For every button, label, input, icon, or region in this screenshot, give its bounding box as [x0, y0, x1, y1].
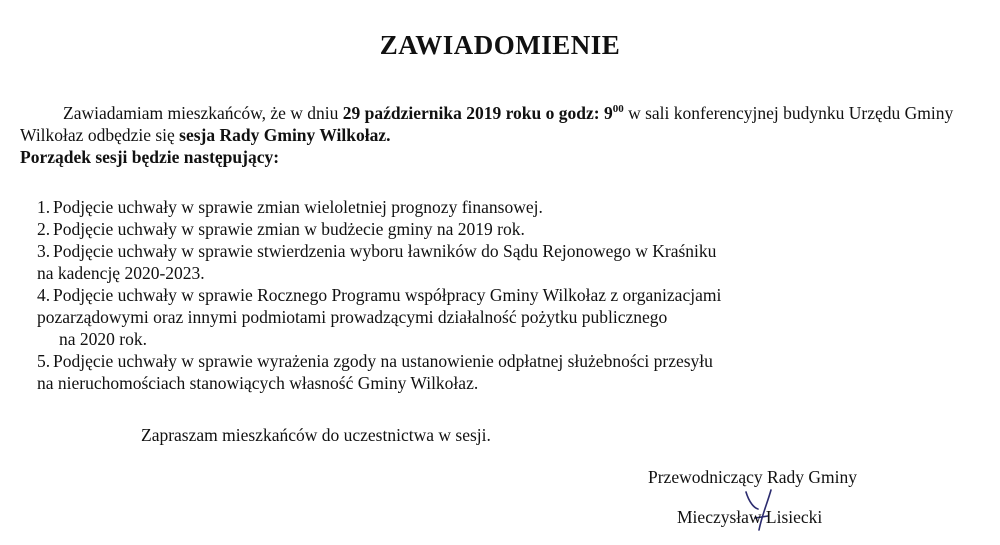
intro-line-2 [20, 124, 391, 146]
agenda-heading: Porządek sesji będzie następujący: [20, 147, 280, 167]
closing-invitation: Zapraszam mieszkańców do uczestnictwa w sesji. [141, 425, 491, 445]
agenda-item [37, 218, 721, 240]
agenda-item-number: 5. [37, 351, 51, 371]
agenda-item-continuation: na 2020 rok. [59, 329, 147, 349]
agenda-item-number: 1. [37, 197, 51, 217]
signatory-name: Mieczysław Lisiecki [677, 507, 823, 527]
intro-line-1 [63, 102, 953, 124]
agenda-item-text: Podjęcie uchwały w sprawie stwierdzenia wyboru ławników do Sądu Rejonowego w Kraśniku [53, 241, 717, 261]
agenda-item-continuation: pozarządowymi oraz innymi podmiotami prowadzącymi działalność pożytku publicznego [37, 307, 668, 327]
intro-text-2: Wilkołaz odbędzie się [20, 125, 180, 145]
agenda-item-text: Podjęcie uchwały w sprawie Rocznego Programu współpracy Gminy Wilkołaz z organizacjami [53, 285, 722, 305]
intro-location: w sali konferencyjnej budynku Urzędu Gminy [623, 103, 954, 123]
agenda-list [37, 196, 721, 394]
document-title: ZAWIADOMIENIE [379, 30, 621, 60]
session-hour-minutes: 00 [612, 103, 624, 115]
signatory-title: Przewodniczący Rady Gminy [648, 467, 857, 487]
agenda-item [37, 350, 721, 372]
agenda-item-text: Podjęcie uchwały w sprawie zmian w budżecie gminy na 2019 rok. [53, 219, 525, 239]
agenda-item-continuation: na nieruchomościach stanowiących własność Gminy Wilkołaz. [37, 373, 479, 393]
agenda-item [37, 196, 721, 218]
agenda-item-number: 3. [37, 241, 51, 261]
session-name: sesja Rady Gminy Wilkołaz. [179, 125, 391, 145]
agenda-item [37, 284, 721, 306]
agenda-item-text: Podjęcie uchwały w sprawie zmian wieloletniej prognozy finansowej. [53, 197, 543, 217]
agenda-item-text: Podjęcie uchwały w sprawie wyrażenia zgody na ustanowienie odpłatnej służebności przesyłu [53, 351, 713, 371]
agenda-item-continuation: na kadencję 2020-2023. [37, 263, 205, 283]
agenda-item-number: 2. [37, 219, 51, 239]
session-date: 29 października 2019 roku o godz: 9 [342, 103, 613, 123]
intro-text: Zawiadamiam mieszkańców, że w dniu [63, 103, 343, 123]
agenda-item-number: 4. [37, 285, 51, 305]
agenda-item [37, 240, 721, 262]
